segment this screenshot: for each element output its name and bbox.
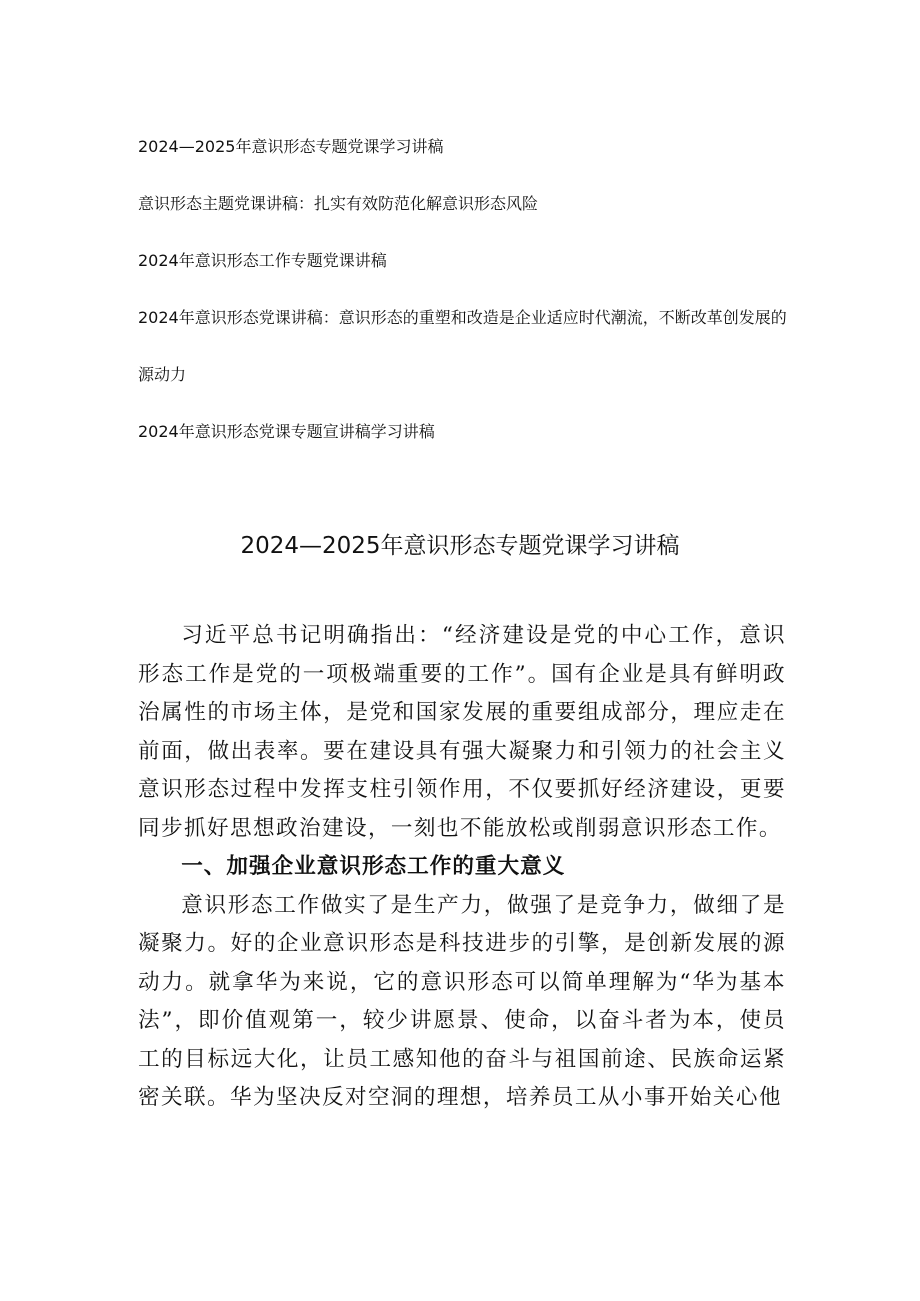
- intro-paragraph: 习近平总书记明确指出：“经济建设是党的中心工作，意识形态工作是党的一项极端重要的工作”。国有企业是具有鲜明政治属性的市场主体，是党和国家发展的重要组成部分，理应走在前面，做出表率。要在建设具有强大凝聚力和引领力的社会主义意识形态过程中发挥支柱引领作用，不仅要抓好经济建设，更要同步抓好思想政治建设，一刻也不能放松或削弱意识形态工作。: [138, 623, 786, 841]
- section-paragraph: 意识形态工作做实了是生产力，做强了是竞争力，做细了是凝聚力。好的企业意识形态是科技进步的引擎，是创新发展的源动力。就拿华为来说，它的意识形态可以简单理解为“华为基本法”，即价值观第一，较少讲愿景、使命，以奋斗者为本，使员工的目标远大化，让员工感知他的奋斗与祖国前途、民族命运紧密关联。华为坚决反对空洞的理想，培养员工从小事开始关心他: [138, 892, 786, 1110]
- toc-item[interactable]: 2024年意识形态工作专题党课讲稿: [138, 251, 387, 270]
- section-heading: 一、加强企业意识形态工作的重大意义: [181, 854, 566, 879]
- toc-item[interactable]: 2024—2025年意识形态专题党课学习讲稿: [138, 137, 444, 156]
- document-title: 2024—2025年意识形态专题党课学习讲稿: [240, 533, 680, 559]
- toc-item[interactable]: 意识形态主题党课讲稿：扎实有效防范化解意识形态风险: [138, 194, 539, 213]
- toc-item[interactable]: 2024年意识形态党课专题宣讲稿学习讲稿: [138, 422, 435, 441]
- table-of-contents: [138, 118, 798, 460]
- toc-item[interactable]: 2024年意识形态党课讲稿：意识形态的重塑和改造是企业适应时代潮流，不断改革创发展的源动力: [138, 308, 787, 384]
- document-body: [138, 617, 786, 1118]
